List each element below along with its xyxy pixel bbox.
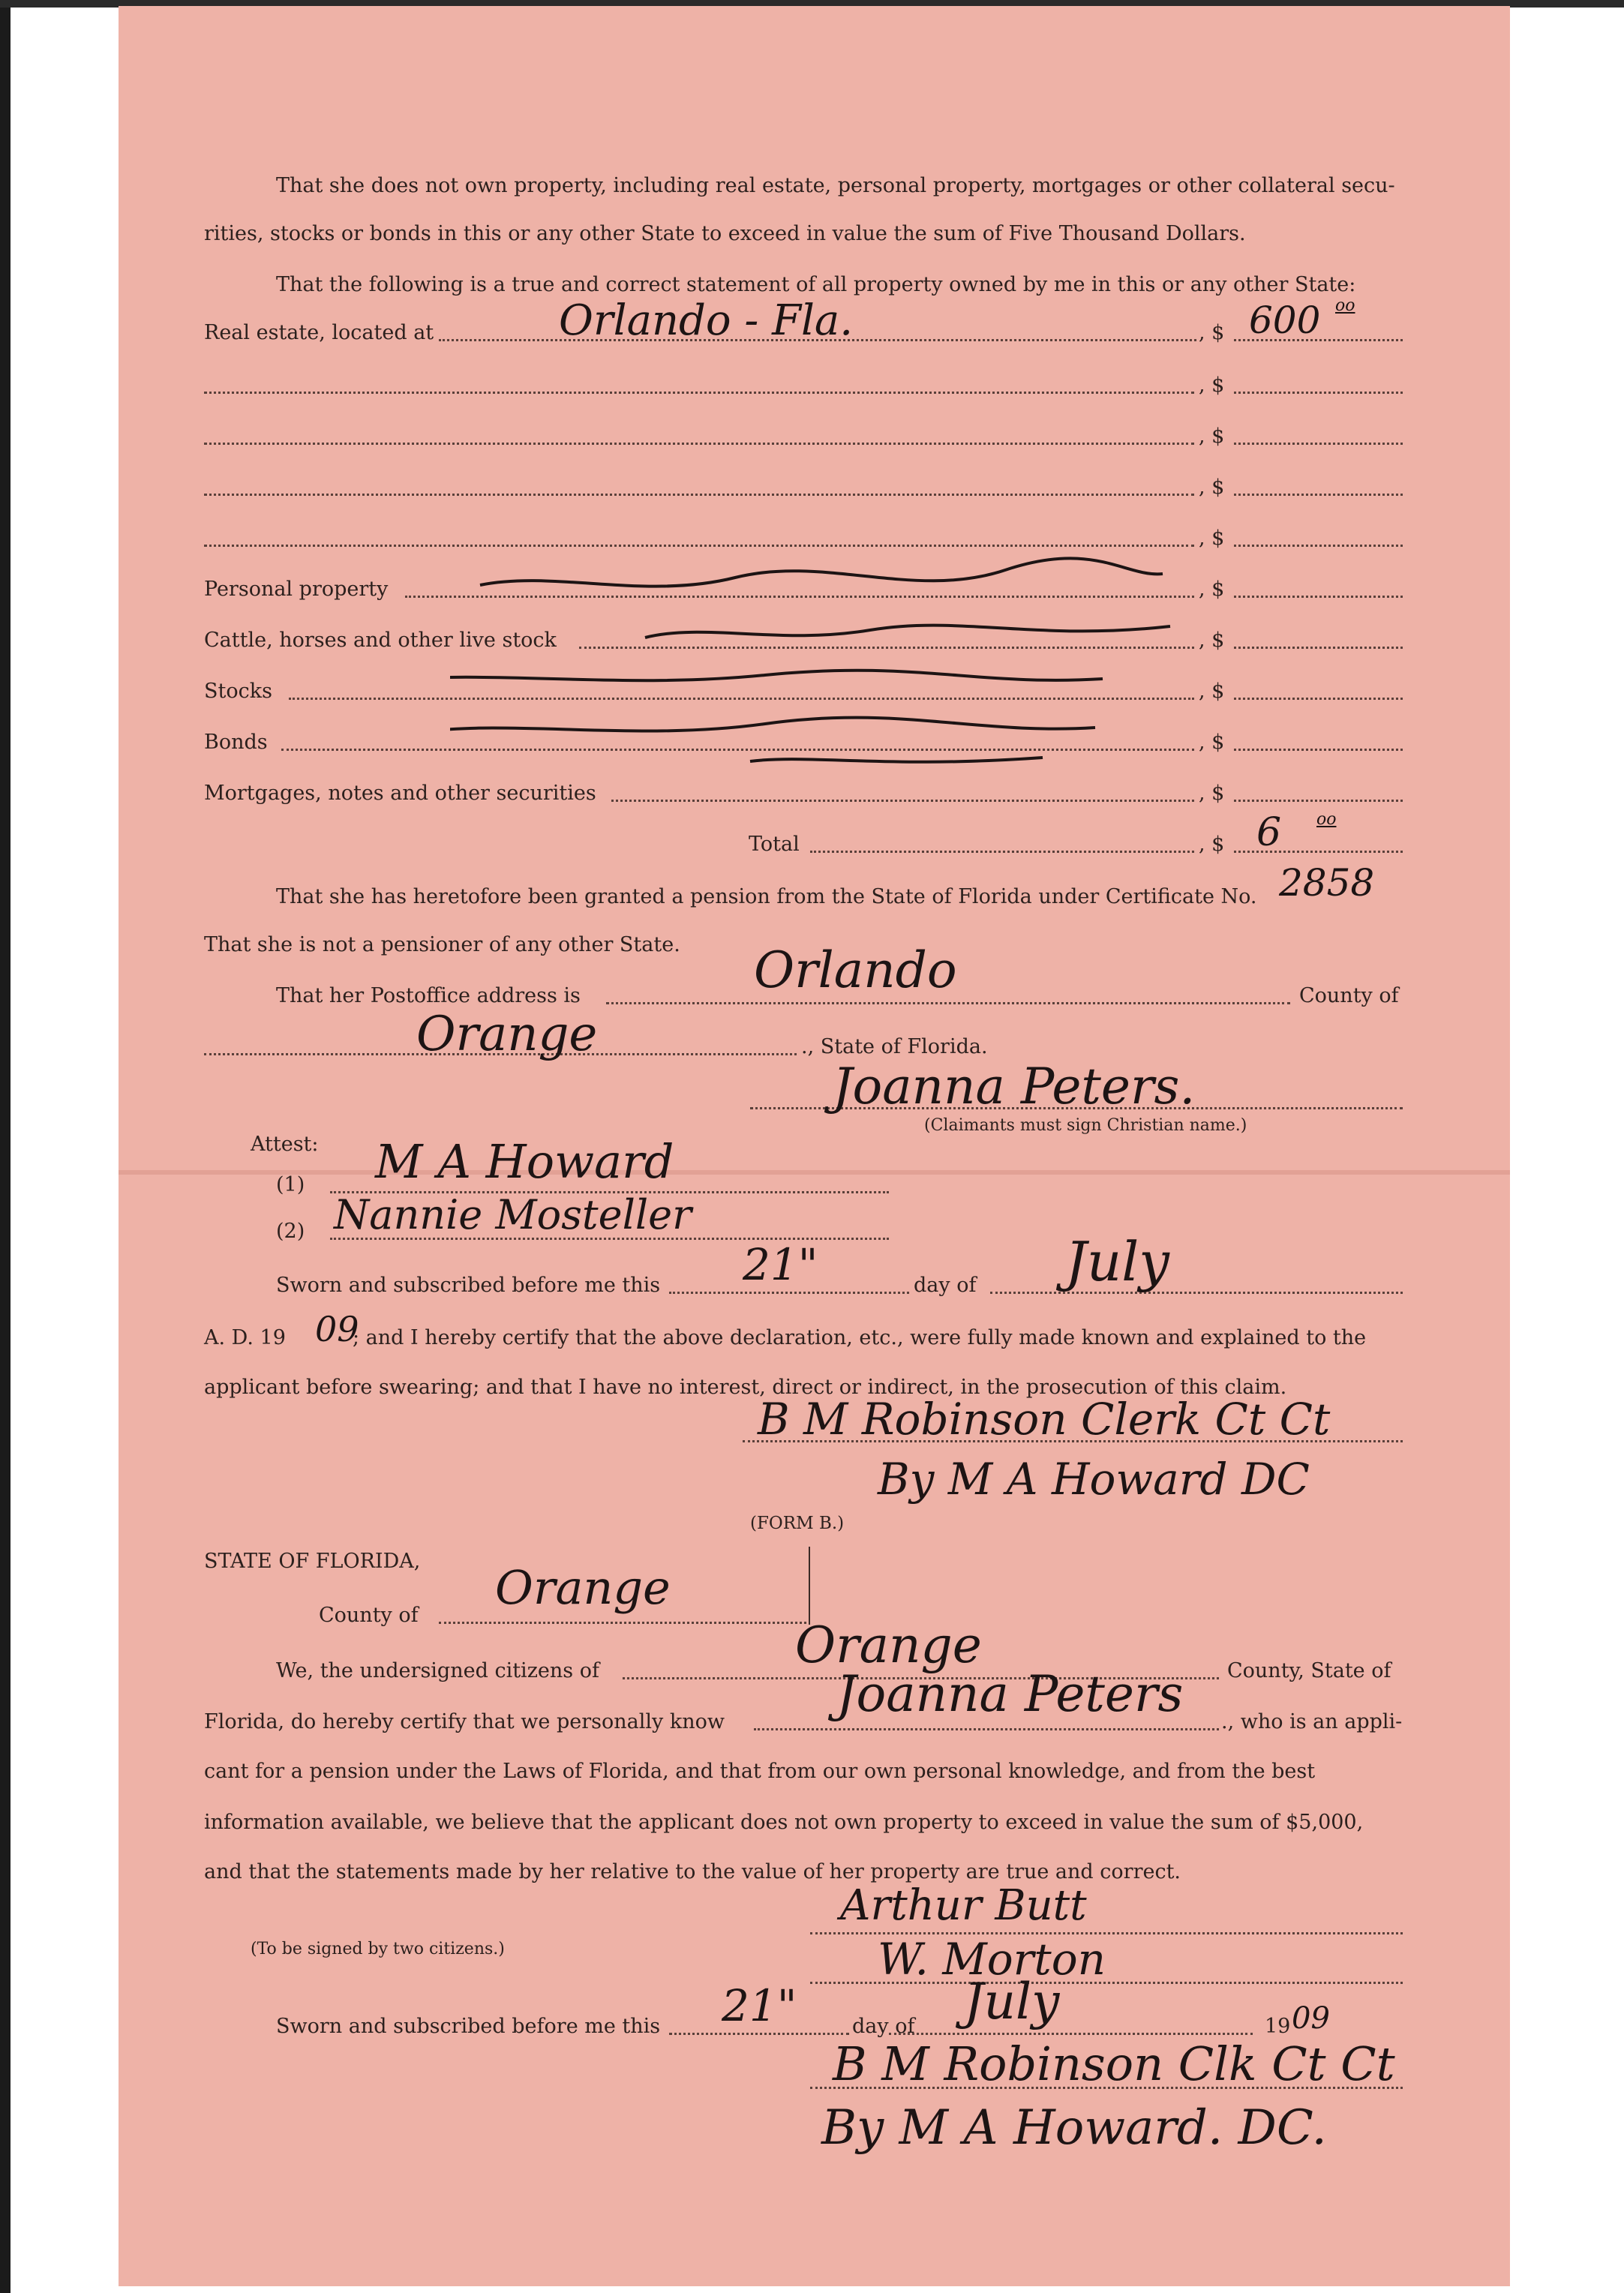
stocks-value [1234,698,1403,700]
form-b-year-prefix: 19 [1265,2015,1291,2038]
bonds-value [1234,749,1403,751]
attest-label: Attest: [251,1133,319,1156]
blank-row-3-value [1234,494,1403,496]
blank-row-1-dollar: , $ [1199,374,1225,397]
state-label: ., State of Florida. [801,1035,988,1058]
mortgages-label: Mortgages, notes and other securities [204,782,596,805]
claimant-note: (Claimants must sign Christian name.) [924,1116,1247,1135]
form-b-clerk-signature: B M Robinson Clk Ct Ct [833,2036,1395,2091]
blank-row-1 [204,392,1194,394]
para1-line2: rities, stocks or bonds in this or any other State to exceed in value the sum of Five Thousand Dollars. [204,222,1246,245]
form-b-title: (FORM B.) [750,1514,845,1533]
mortgages-value [1234,800,1403,802]
scan-edge [0,0,11,2293]
sworn-month-line [990,1292,1403,1294]
blank-row-2 [204,443,1194,445]
mortgages-line [611,800,1194,802]
personal-property-label: Personal property [204,578,389,601]
deputy-signature: By M A Howard DC [878,1454,1310,1505]
form-b-sworn-day-line [669,2033,849,2035]
sworn-label: Sworn and subscribed before me this [276,1274,661,1297]
form-b-state: STATE OF FLORIDA, [204,1550,421,1573]
para1-line1: That she does not own property, including real estate, personal property, mortgages or other collateral secu- [276,174,1395,197]
we-label: We, the undersigned citizens of [276,1659,599,1682]
real-estate-value-cents: oo [1335,296,1355,315]
paper-fold [119,1170,1510,1175]
bonds-label: Bonds [204,731,268,754]
blank-row-4-dollar: , $ [1199,527,1225,550]
real-estate-label: Real estate, located at [204,321,434,344]
witness2-number: (2) [276,1220,305,1243]
blank-row-2-dollar: , $ [1199,425,1225,448]
blank-row-4-value [1234,545,1403,547]
certify-line1: ; and I hereby certify that the above declaration, etc., were fully made known and explained to the [353,1326,1367,1349]
we-county: Orange [795,1616,982,1674]
blank-row-1-value [1234,392,1403,394]
blank-row-3-dollar: , $ [1199,476,1225,499]
personal-property-value [1234,596,1403,598]
form-b-sworn-label: Sworn and subscribed before me this [276,2015,661,2038]
claimant-signature: Joanna Peters. [833,1058,1196,1115]
certify-line2: applicant before swearing; and that I have no interest, direct or indirect, in the prosecution of this claim. [204,1376,1287,1399]
form-b-line4: information available, we believe that the applicant does not own property to exceed in value the sum of $5,000, [204,1811,1364,1834]
blank-row-3 [204,494,1194,496]
total-value-cents: oo [1316,810,1337,829]
not-pensioner: That she is not a pensioner of any other State. [204,933,680,956]
form-b-deputy-signature: By M A Howard. DC. [821,2100,1327,2156]
citizen1-signature: Arthur Butt [840,1881,1087,1930]
county-of-label: County of [1299,984,1399,1007]
real-estate-location: Orlando - Fla. [559,296,854,345]
postoffice-label: That her Postoffice address is [276,984,581,1007]
sworn-month: July [1065,1230,1169,1293]
form-b-county-label: County of [319,1604,419,1627]
stocks-label: Stocks [204,680,272,703]
day-of-label: day of [914,1274,977,1297]
county-value: Orange [416,1007,598,1062]
sworn-day-line [669,1292,909,1294]
signed-note: (To be signed by two citizens.) [251,1940,505,1958]
certificate-no: 2858 [1279,861,1375,905]
total-dollar: , $ [1199,833,1225,856]
form-b-line2a: Florida, do hereby certify that we personally know [204,1710,725,1733]
form-b-day-of-label: day of [852,2015,915,2038]
total-value: 6 [1256,810,1282,855]
stocks-dollar: , $ [1199,680,1225,703]
witness1-number: (1) [276,1173,305,1196]
applicant-name: Joanna Peters [836,1665,1184,1723]
real-estate-dollar: , $ [1199,321,1225,344]
form-b-sworn-month: July [964,1973,1060,2030]
postoffice-value: Orlando [754,941,957,999]
postoffice-line [606,1002,1290,1004]
form-b-county-line [439,1622,806,1624]
form-b-month-line [889,2033,1253,2035]
blank-row-4 [204,545,1194,547]
real-estate-value: 600 [1249,299,1321,342]
form-b-line3: cant for a pension under the Laws of Florida, and that from our own personal knowledge, and from the best [204,1760,1316,1783]
form-b-line2b: ., who is an appli- [1221,1710,1403,1733]
total-line [810,851,1194,853]
form-b-line5: and that the statements made by her relative to the value of her property are true and correct. [204,1860,1181,1883]
witness2-signature: Nannie Mosteller [334,1191,692,1238]
ad-prefix: A. D. 19 [204,1326,286,1349]
bonds-dollar: , $ [1199,731,1225,754]
livestock-value [1234,647,1403,649]
form-b-year-suffix: 09 [1292,2001,1330,2036]
para2: That the following is a true and correct statement of all property owned by me in this or any other State: [276,273,1356,296]
witness1-signature: M A Howard [375,1134,674,1189]
mortgages-dollar: , $ [1199,782,1225,805]
livestock-label: Cattle, horses and other live stock [204,629,557,652]
strike-scribbles [450,555,1200,780]
citizen2-signature: W. Morton [878,1934,1106,1985]
clerk-signature: B M Robinson Clerk Ct Ct [758,1394,1331,1445]
sworn-day: 21" [743,1239,818,1290]
form-b-brace [809,1547,810,1625]
blank-row-2-value [1234,443,1403,445]
applicant-line [754,1728,1219,1730]
personal-property-dollar: , $ [1199,578,1225,601]
total-label: Total [749,833,800,856]
county-state-label: County, State of [1227,1659,1391,1682]
form-b-sworn-day: 21" [722,1980,797,2031]
pension-text: That she has heretofore been granted a pension from the State of Florida under Certificate No. [276,885,1257,908]
ad-year: 09 [315,1309,359,1349]
livestock-dollar: , $ [1199,629,1225,652]
form-b-county: Orange [495,1560,671,1615]
